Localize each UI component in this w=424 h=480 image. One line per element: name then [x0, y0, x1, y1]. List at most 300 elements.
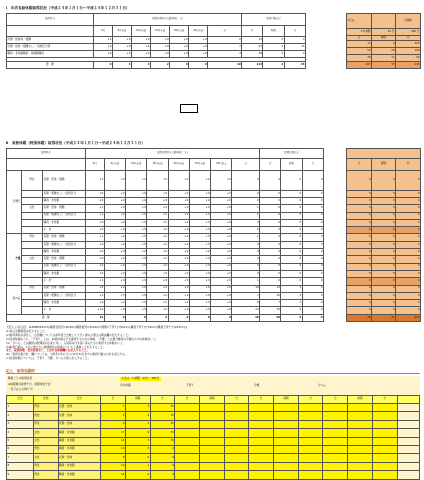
count-cell[interactable]: ◤0	[147, 292, 168, 299]
count-cell[interactable]: ◤0	[126, 219, 147, 226]
example-cell[interactable]	[323, 437, 348, 445]
notes-line: (1)表は全職員数を記入すること。	[6, 328, 48, 333]
value-cell: 0	[302, 285, 323, 292]
example-cell[interactable]	[175, 437, 200, 445]
example-cell[interactable]	[274, 412, 299, 420]
count-cell[interactable]: ◤0	[85, 263, 104, 270]
count-cell[interactable]: ◤0	[85, 190, 104, 197]
example-cell[interactable]	[397, 471, 420, 479]
example-cell[interactable]: 3	[125, 404, 150, 412]
example-cell[interactable]	[249, 445, 274, 453]
count-cell[interactable]: ◤5	[104, 292, 125, 299]
count-cell[interactable]: ◤0	[147, 249, 168, 256]
example-cell[interactable]	[298, 404, 323, 412]
sex-cell: 男性	[21, 285, 42, 292]
example-cell[interactable]: 女性	[33, 429, 58, 437]
example-cell[interactable]: 30	[150, 429, 175, 437]
example-cell[interactable]: 14	[101, 437, 126, 445]
count-cell[interactable]: ◤1	[85, 205, 104, 212]
example-cell[interactable]	[274, 404, 299, 412]
example-cell[interactable]	[397, 437, 420, 445]
cell-comment-marker: ◤	[206, 294, 208, 297]
example-cell[interactable]: 0	[125, 471, 150, 479]
count-cell[interactable]: ◤0	[189, 205, 210, 212]
count-cell[interactable]: ◤0	[126, 170, 147, 190]
example-cell[interactable]	[224, 404, 249, 412]
count-cell[interactable]: ◤1	[85, 212, 104, 219]
count-cell[interactable]: ◤6	[85, 227, 104, 234]
example-cell[interactable]: 30	[150, 420, 175, 428]
count-cell[interactable]: ◤0	[126, 241, 147, 248]
example-cell[interactable]	[274, 462, 299, 470]
selection-marker[interactable]	[180, 104, 198, 113]
example-cell[interactable]: 職員・非常勤	[58, 471, 101, 479]
count-cell[interactable]: ◤0	[168, 285, 189, 292]
count-cell[interactable]: ◤0	[211, 256, 232, 263]
value-cell: 1	[232, 278, 260, 285]
count-cell[interactable]: ◤0	[211, 205, 232, 212]
example-cell[interactable]	[323, 412, 348, 420]
example-cell[interactable]: 10	[101, 445, 126, 453]
example-cell[interactable]	[348, 445, 373, 453]
count-cell[interactable]: ◤3	[85, 170, 104, 190]
example-cell[interactable]: 民間・団体	[58, 412, 101, 420]
example-cell[interactable]: 4	[7, 429, 34, 437]
count-cell[interactable]: ◤0	[104, 256, 125, 263]
count-cell[interactable]: ◤0	[147, 278, 168, 285]
example-cell[interactable]: 民間・団体	[58, 454, 101, 462]
count-cell[interactable]: ◤0	[168, 219, 189, 226]
cell-comment-marker: ◤	[184, 178, 187, 181]
example-cell[interactable]	[274, 445, 299, 453]
example-cell[interactable]	[249, 412, 274, 420]
example-cell[interactable]: 5	[101, 412, 126, 420]
example-cell[interactable]: 3	[125, 437, 150, 445]
count-cell[interactable]: ◤0	[126, 197, 147, 204]
example-cell[interactable]	[397, 462, 420, 470]
count-cell[interactable]: ◤0	[104, 249, 125, 256]
example-cell[interactable]	[224, 437, 249, 445]
example-cell[interactable]	[224, 471, 249, 479]
count-cell[interactable]: ◤0	[168, 249, 189, 256]
count-cell[interactable]: ◤0	[211, 241, 232, 248]
example-cell[interactable]	[224, 445, 249, 453]
cell-comment-marker: ◤	[142, 309, 144, 312]
count-cell[interactable]: ◤0	[168, 170, 189, 190]
example-cell[interactable]	[200, 462, 225, 470]
example-cell[interactable]	[224, 412, 249, 420]
example-cell[interactable]	[274, 471, 299, 479]
count-cell[interactable]: ◤0	[211, 190, 232, 197]
example-cell[interactable]	[200, 445, 225, 453]
example-cell[interactable]: 職員・非常勤	[58, 462, 101, 470]
example-cell[interactable]	[200, 404, 225, 412]
count-cell[interactable]: ◤0	[104, 197, 125, 204]
count-cell[interactable]: ◤0	[168, 241, 189, 248]
example-cell[interactable]	[175, 454, 200, 462]
count-cell[interactable]: ◤0	[211, 234, 232, 241]
example-cell[interactable]: 8	[101, 454, 126, 462]
cell-comment-marker: ◤	[184, 294, 187, 297]
example-cell[interactable]	[372, 437, 397, 445]
count-cell[interactable]: ◤0	[211, 170, 232, 190]
table-row: 0 0 0	[347, 300, 421, 307]
example-cell[interactable]	[397, 412, 420, 420]
example-cell[interactable]	[175, 420, 200, 428]
count-cell[interactable]: ◤0	[104, 241, 125, 248]
count-cell[interactable]: ◤0	[168, 256, 189, 263]
count-cell[interactable]: ◤0	[189, 249, 210, 256]
example-cell[interactable]: 職員・非常勤	[58, 429, 101, 437]
count-cell[interactable]: ◤0	[85, 249, 104, 256]
count-cell[interactable]: ◤0	[147, 307, 168, 314]
count-cell[interactable]: ◤0	[104, 170, 125, 190]
count-cell[interactable]: ◤0	[168, 300, 189, 307]
count-cell[interactable]: ◤0	[189, 170, 210, 190]
example-cell[interactable]: 女性	[33, 437, 58, 445]
example-cell[interactable]: 4	[125, 412, 150, 420]
count-cell[interactable]: ◤0	[85, 219, 104, 226]
table-row: 0 0 0	[347, 170, 421, 190]
example-cell[interactable]	[323, 420, 348, 428]
count-cell[interactable]: ◤0	[147, 241, 168, 248]
count-cell[interactable]: ◤0	[147, 219, 168, 226]
example-cell[interactable]: 3	[7, 420, 34, 428]
count-cell[interactable]: ◤2	[104, 285, 125, 292]
count-cell[interactable]: ◤0	[189, 256, 210, 263]
example-cell[interactable]	[224, 462, 249, 470]
example-cell[interactable]	[372, 454, 397, 462]
example-cell[interactable]: 17	[101, 429, 126, 437]
count-cell[interactable]: ◤0	[147, 197, 168, 204]
count-cell[interactable]: ◤0	[147, 190, 168, 197]
count-cell[interactable]: ◤0	[211, 285, 232, 292]
example-cell[interactable]: 30	[150, 437, 175, 445]
count-cell[interactable]: ◤0	[189, 307, 210, 314]
example-cell[interactable]	[348, 462, 373, 470]
example-cell[interactable]	[298, 454, 323, 462]
count-cell[interactable]: ◤0	[147, 170, 168, 190]
example-cell[interactable]	[348, 404, 373, 412]
count-cell[interactable]: ◤0	[85, 256, 104, 263]
count-cell[interactable]: ◤0	[104, 234, 125, 241]
example-cell[interactable]	[175, 471, 200, 479]
count-cell[interactable]: ◤0	[211, 278, 232, 285]
example-cell[interactable]: 1	[7, 404, 34, 412]
example-cell[interactable]	[348, 471, 373, 479]
count-cell[interactable]: ◤0	[168, 278, 189, 285]
count-cell[interactable]: ◤0	[189, 219, 210, 226]
count-cell[interactable]: ◤0	[126, 285, 147, 292]
count-cell[interactable]: ◤0	[126, 292, 147, 299]
example-cell[interactable]	[249, 454, 274, 462]
example-cell[interactable]	[298, 437, 323, 445]
example-cell[interactable]	[372, 420, 397, 428]
total-row: 107 37 225	[347, 62, 421, 69]
example-cell[interactable]	[249, 420, 274, 428]
count-cell[interactable]: ◤0	[211, 197, 232, 204]
count-cell[interactable]: ◤0	[168, 190, 189, 197]
example-cell[interactable]: 10	[101, 462, 126, 470]
count-cell[interactable]: ◤0	[126, 205, 147, 212]
example-cell[interactable]	[200, 429, 225, 437]
example-cell[interactable]	[372, 445, 397, 453]
cell-comment-marker: ◤	[142, 250, 144, 253]
count-cell[interactable]: ◤0	[104, 205, 125, 212]
count-cell[interactable]: ◤0	[126, 212, 147, 219]
table-row: 40 17 50	[347, 55, 421, 62]
example-cell[interactable]	[224, 454, 249, 462]
count-cell[interactable]: ◤0	[189, 263, 210, 270]
example-cell[interactable]: 男性	[33, 462, 58, 470]
example-cell[interactable]: 0	[150, 471, 175, 479]
count-cell[interactable]: ◤0	[189, 285, 210, 292]
example-cell[interactable]	[323, 471, 348, 479]
example-cell[interactable]	[348, 412, 373, 420]
count-cell[interactable]: ◤0	[211, 307, 232, 314]
count-cell[interactable]: ◤0	[189, 197, 210, 204]
example-cell[interactable]: 0	[150, 445, 175, 453]
count-cell[interactable]: ◤0	[104, 263, 125, 270]
count-cell[interactable]: ◤0	[189, 278, 210, 285]
example-cell[interactable]	[348, 420, 373, 428]
cell-comment-marker: ◤	[163, 301, 166, 304]
count-cell[interactable]: ◤0	[147, 234, 168, 241]
example-cell[interactable]	[175, 412, 200, 420]
count-cell[interactable]: ◤0	[126, 278, 147, 285]
example-cell[interactable]	[200, 437, 225, 445]
count-cell[interactable]: ◤0	[168, 307, 189, 314]
count-cell[interactable]: ◤0	[85, 197, 104, 204]
example-cell[interactable]	[348, 429, 373, 437]
count-cell[interactable]: ◤0	[189, 227, 210, 234]
table-row: 0 0 0	[347, 219, 421, 226]
count-cell[interactable]: ◤0	[147, 300, 168, 307]
example-cell[interactable]	[274, 420, 299, 428]
count-cell[interactable]: ◤2	[85, 292, 104, 299]
count-cell[interactable]: ◤0	[168, 227, 189, 234]
example-cell[interactable]	[274, 429, 299, 437]
example-cell[interactable]: 5	[7, 437, 34, 445]
example-cell[interactable]: 民間・団体	[58, 420, 101, 428]
count-cell[interactable]: ◤14	[85, 307, 104, 314]
count-cell[interactable]: ◤0	[104, 227, 125, 234]
example-cell[interactable]: 男性	[33, 445, 58, 453]
count-cell[interactable]: ◤0	[126, 249, 147, 256]
example-cell[interactable]	[372, 462, 397, 470]
value-cell: 0	[302, 278, 323, 285]
example-cell[interactable]: 0	[125, 445, 150, 453]
count-cell[interactable]: ◤0	[168, 292, 189, 299]
count-cell[interactable]: ◤0	[126, 227, 147, 234]
count-cell[interactable]: ◤0	[126, 307, 147, 314]
count-cell[interactable]: ◤0	[168, 212, 189, 219]
cell-comment-marker: ◤	[206, 199, 208, 202]
count-cell[interactable]: ◤0	[189, 212, 210, 219]
example-cell[interactable]	[249, 404, 274, 412]
example-cell[interactable]	[249, 437, 274, 445]
example-cell[interactable]	[274, 437, 299, 445]
example-cell[interactable]	[397, 404, 420, 412]
count-cell[interactable]: ◤0	[211, 292, 232, 299]
example-cell[interactable]	[175, 404, 200, 412]
example-cell[interactable]	[372, 429, 397, 437]
example-cell[interactable]	[200, 454, 225, 462]
example-cell[interactable]: 30	[150, 412, 175, 420]
sex-cell	[21, 197, 42, 204]
count-cell[interactable]: ◤0	[211, 249, 232, 256]
example-cell[interactable]	[298, 429, 323, 437]
count-cell[interactable]: ◤0	[189, 190, 210, 197]
count-cell[interactable]: ◤0	[168, 263, 189, 270]
count-cell[interactable]: ◤0	[211, 300, 232, 307]
example-cell[interactable]	[224, 420, 249, 428]
count-cell[interactable]: ◤0	[126, 263, 147, 270]
count-cell[interactable]: ◤0	[189, 241, 210, 248]
example-cell[interactable]: 職員・非常勤	[58, 445, 101, 453]
count-cell[interactable]: ◤0	[211, 270, 232, 277]
count-cell[interactable]: ◤0	[126, 270, 147, 277]
cell-comment-marker: ◤	[142, 243, 144, 246]
bottom-config[interactable]: 1日は 7 時間 45分 465分	[122, 376, 160, 380]
count-cell[interactable]: ◤0	[147, 256, 168, 263]
example-cell[interactable]	[323, 429, 348, 437]
example-cell[interactable]	[397, 420, 420, 428]
example-cell[interactable]: 2	[7, 412, 34, 420]
example-cell[interactable]: 9	[7, 471, 34, 479]
count-cell[interactable]: ◤0	[126, 190, 147, 197]
example-cell[interactable]	[200, 412, 225, 420]
example-cell[interactable]	[323, 445, 348, 453]
count-cell[interactable]: ◤0	[168, 197, 189, 204]
count-cell[interactable]: ◤0	[168, 270, 189, 277]
cell-comment-marker: ◤	[206, 309, 208, 312]
example-cell[interactable]	[224, 429, 249, 437]
count-cell[interactable]: ◤0	[147, 227, 168, 234]
example-cell[interactable]	[175, 445, 200, 453]
example-cell[interactable]	[372, 404, 397, 412]
example-cell[interactable]	[323, 404, 348, 412]
example-cell[interactable]: 民間・団体	[58, 404, 101, 412]
example-cell[interactable]: 7	[7, 454, 34, 462]
example-cell[interactable]	[200, 420, 225, 428]
count-cell[interactable]: ◤0	[104, 270, 125, 277]
count-cell[interactable]: ◤2	[104, 300, 125, 307]
cell-comment-marker: ◤	[99, 258, 102, 261]
example-cell[interactable]	[298, 471, 323, 479]
example-cell[interactable]	[372, 412, 397, 420]
count-cell[interactable]: ◤0	[189, 292, 210, 299]
example-cell[interactable]	[397, 429, 420, 437]
example-cell[interactable]: 0	[150, 454, 175, 462]
count-cell[interactable]: ◤0	[147, 270, 168, 277]
example-cell[interactable]: 14	[101, 471, 126, 479]
count-cell[interactable]: ◤0	[104, 212, 125, 219]
example-cell[interactable]	[397, 445, 420, 453]
table-row	[7, 412, 420, 420]
example-cell[interactable]	[298, 445, 323, 453]
example-cell[interactable]: 7	[101, 404, 126, 412]
example-cell[interactable]	[175, 462, 200, 470]
example-cell[interactable]: 男性	[33, 420, 58, 428]
example-cell[interactable]: 30	[150, 404, 175, 412]
count-cell[interactable]: ◤8	[85, 285, 104, 292]
count-cell[interactable]: ◤0	[189, 234, 210, 241]
example-cell[interactable]: 2	[125, 420, 150, 428]
example-cell[interactable]	[175, 429, 200, 437]
cell-comment-marker: ◤	[99, 250, 102, 253]
count-cell[interactable]: ◤0	[147, 205, 168, 212]
example-cell[interactable]	[323, 462, 348, 470]
example-cell[interactable]: 男性	[33, 412, 58, 420]
example-cell[interactable]	[348, 454, 373, 462]
example-cell[interactable]: 1	[125, 462, 150, 470]
count-cell[interactable]: ◤0	[168, 234, 189, 241]
example-cell[interactable]	[397, 454, 420, 462]
table-row	[7, 241, 324, 248]
count-cell[interactable]: ◤9	[104, 307, 125, 314]
count-cell[interactable]: ◤0	[85, 241, 104, 248]
example-cell[interactable]	[348, 437, 373, 445]
example-cell[interactable]: 8	[7, 462, 34, 470]
example-cell[interactable]: 職員・非常勤	[58, 437, 101, 445]
count-cell[interactable]: ◤0	[189, 270, 210, 277]
value-cell: 0	[260, 249, 281, 256]
count-cell[interactable]: ◤0	[104, 278, 125, 285]
cell-comment-marker: ◤	[206, 178, 208, 181]
example-cell[interactable]	[298, 412, 323, 420]
example-cell[interactable]	[249, 471, 274, 479]
example-cell[interactable]: 6	[125, 429, 150, 437]
example-cell[interactable]	[249, 462, 274, 470]
count-cell[interactable]: ◤1	[85, 278, 104, 285]
example-cell[interactable]	[249, 429, 274, 437]
count-cell[interactable]: ◤0	[104, 190, 125, 197]
count-cell[interactable]: ◤0	[147, 263, 168, 270]
count-cell[interactable]: ◤0	[168, 205, 189, 212]
cell-comment-marker: ◤	[142, 221, 144, 224]
count-cell[interactable]: ◤0	[147, 285, 168, 292]
count-cell[interactable]: ◤0	[211, 212, 232, 219]
example-cell[interactable]	[274, 454, 299, 462]
example-cell[interactable]: 0	[150, 462, 175, 470]
example-cell[interactable]	[298, 420, 323, 428]
example-cell[interactable]	[323, 454, 348, 462]
example-cell[interactable]	[372, 471, 397, 479]
count-cell[interactable]: ◤0	[126, 256, 147, 263]
count-cell[interactable]: ◤4	[85, 300, 104, 307]
example-cell[interactable]: 男性	[33, 404, 58, 412]
count-cell[interactable]: ◤0	[211, 263, 232, 270]
count-cell[interactable]: ◤0	[126, 300, 147, 307]
count-cell[interactable]: ◤0	[147, 212, 168, 219]
count-cell[interactable]: ◤0	[189, 300, 210, 307]
example-cell[interactable]: 6	[7, 445, 34, 453]
count-cell[interactable]: ◤0	[104, 219, 125, 226]
example-cell[interactable]: 6	[101, 420, 126, 428]
example-cell[interactable]: 女性	[33, 454, 58, 462]
count-cell[interactable]: ◤0	[126, 234, 147, 241]
count-cell[interactable]: ◤0	[211, 219, 232, 226]
count-cell[interactable]: ◤0	[85, 270, 104, 277]
example-cell[interactable]	[200, 471, 225, 479]
count-cell[interactable]: ◤1	[85, 234, 104, 241]
example-cell[interactable]: 男性	[33, 471, 58, 479]
count-cell[interactable]: ◤0	[211, 227, 232, 234]
example-cell[interactable]: 0	[125, 454, 150, 462]
cell-comment-marker: ◤	[99, 236, 102, 239]
example-cell[interactable]	[298, 462, 323, 470]
